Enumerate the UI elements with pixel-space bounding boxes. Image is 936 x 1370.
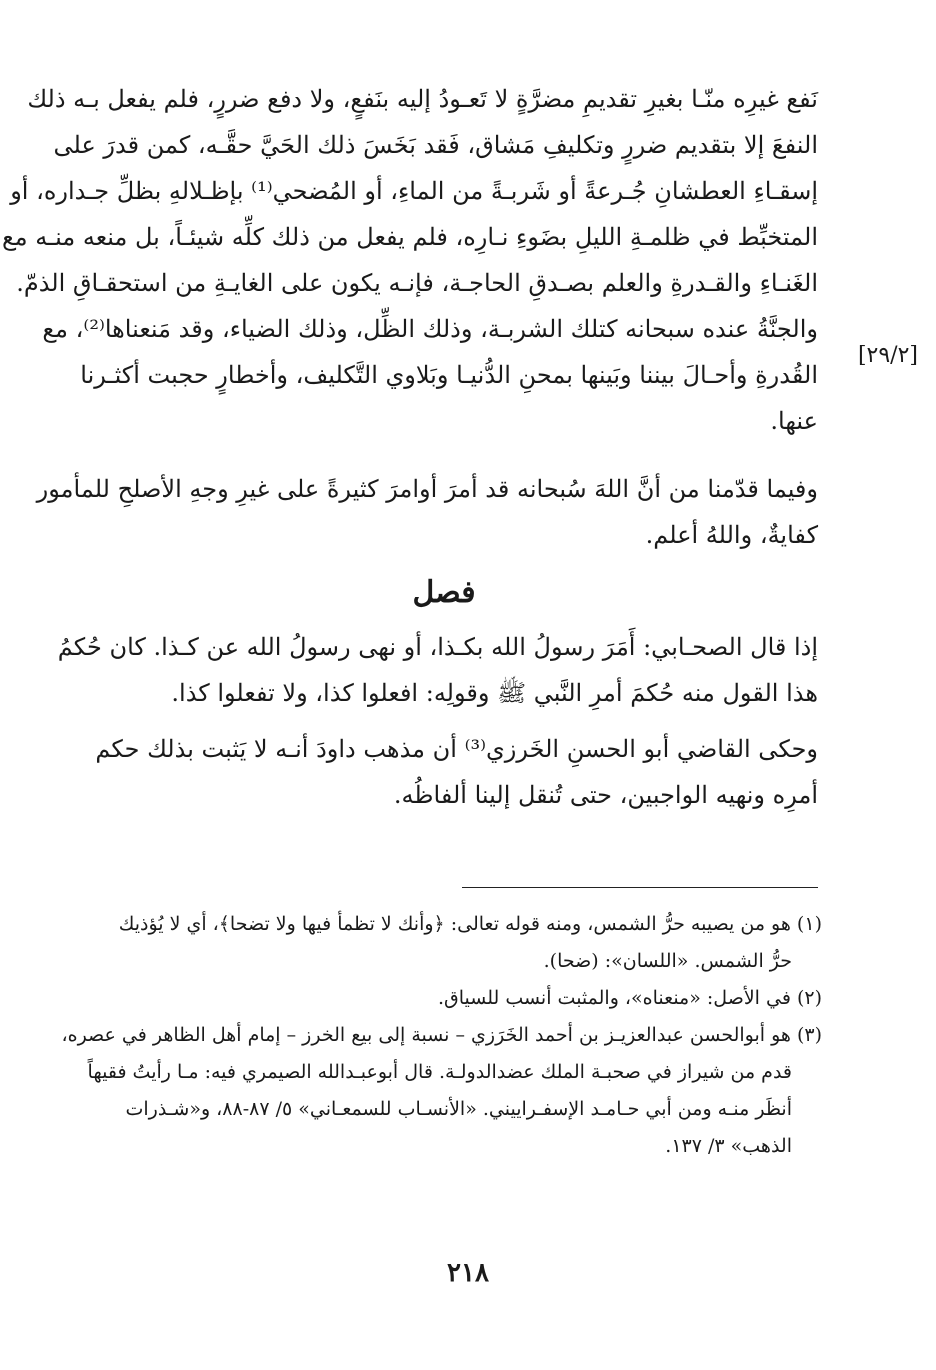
paragraph-4: [57, 624, 818, 716]
paragraph-1: [1, 76, 818, 306]
text-line: الغَنـاءِ والقـدرةِ والعلم بصـدقِ الحاجـة، فإنـه يكون على الغايـةِ من استحقـاقِ الذمّ.: [16, 269, 818, 297]
text-line: كفايةٌ، واللهُ أعلم.: [645, 521, 818, 549]
text-line: إسقـاءِ العطشانِ جُـرعةً أو شَربـةً من الماءِ، أو المُضحي⁽¹⁾ بإظـلالهِ بظلِّ جـداره، أو: [10, 177, 818, 205]
footnote-1-line: (١) هو من يصيبه حرُّ الشمس، ومنه قوله تعالى: ﴿وأنك لا تظمأ فيها ولا تضحا﴾، أي لا يُؤذيك: [118, 913, 822, 935]
paragraph-2: [42, 306, 818, 444]
section-heading: فصل: [412, 575, 476, 610]
text-line: المتخبِّط في ظلمـةِ الليلِ بضَوءِ نـارِه، فلم يفعل من ذلك كلِّه شيئـاً، بل منعه منـه مع: [1, 223, 818, 251]
footnote-1-line: حرُّ الشمس. «اللسان»: (ضحا).: [543, 950, 792, 972]
text-line: إذا قال الصحـابي: أَمَرَ رسولُ الله بكـذا، أو نهى رسولُ الله عن كـذا. كان حُكمُ: [57, 633, 818, 661]
text-line: النفعَ إلا بتقديم ضررٍ وتكليفِ مَشاق، فَقد بَخَسَ ذلك الحَيَّ حقَّـه، كمن قدرَ على: [53, 131, 818, 159]
page-number: ٢١٨: [447, 1258, 489, 1288]
paragraph-5: [70, 726, 818, 818]
text-line: والجنَّةُ عنده سبحانه كتلك الشربـة، وذلك الظِّل، وذلك الضياء، وقد مَنعناها⁽²⁾، مع: [42, 315, 818, 343]
footnote-3-line: قدم من شيراز في صحبـة الملك عضدالدولـة. قال أبوعبـدالله الصيمري فيه: مـا رأيتُ فقيهاً: [87, 1061, 792, 1083]
text-line: نَفع غيرِه منّـا بغيرِ تقديمِ مضرَّةٍ لا تَعـودُ إليه بنَفعٍ، ولا دفع ضررٍ، فلم يفعل بـه ذلك: [27, 85, 818, 113]
footnote-3-line: أنظَر منـه ومن أبي حـامـد الإسفـراييني. «الأنسـاب للسمعـاني» ٥/ ٨٧-٨٨، و«شـذرات: [125, 1098, 792, 1120]
text-line: وفيما قدّمنا من أنَّ اللهَ سُبحانه قد أمرَ أوامرَ كثيرةً على غيرِ وجهِ الأصلحِ للمأمور: [36, 475, 818, 503]
text-line: القُدرةِ وأحـالَ بيننا وبَينها بمحنِ الدُّنيـا وبَلاوي التَّكليف، وأخطارٍ حجبت أكثـرنا: [80, 361, 818, 389]
footnote-2-line: (٢) في الأصل: «منعناه»، والمثبت أنسب للسياق.: [437, 987, 822, 1009]
footnote-3-line: الذهب» ٣/ ١٣٧.: [665, 1135, 792, 1157]
text-line: عنها.: [770, 407, 818, 435]
paragraph-3: [36, 466, 818, 558]
margin-reference: [٢٩/٢]: [857, 343, 918, 368]
text-line: هذا القول منه حُكمَ أمرِ النَّبي ﷺ وقولِه: افعلوا كذا، ولا تفعلوا كذا.: [171, 679, 818, 707]
main-text-block: [1, 76, 818, 818]
footnote-divider: [462, 887, 818, 888]
footnote-3-line: (٣) هو أبوالحسن عبدالعزيـز بن أحمد الخَرَزي – نسبة إلى بيع الخرز – إمام أهل الظاهر في عصره،: [61, 1024, 822, 1046]
footnotes: [61, 906, 822, 1165]
text-line: أمرِه ونهيه الواجبين، حتى تُنقل إلينا ألفاظُه.: [393, 781, 818, 809]
text-line: وحكى القاضي أبو الحسنِ الخَرزي⁽³⁾ أن مذهب داودَ أنـه لا يَثبت بذلك حكم: [95, 735, 818, 763]
